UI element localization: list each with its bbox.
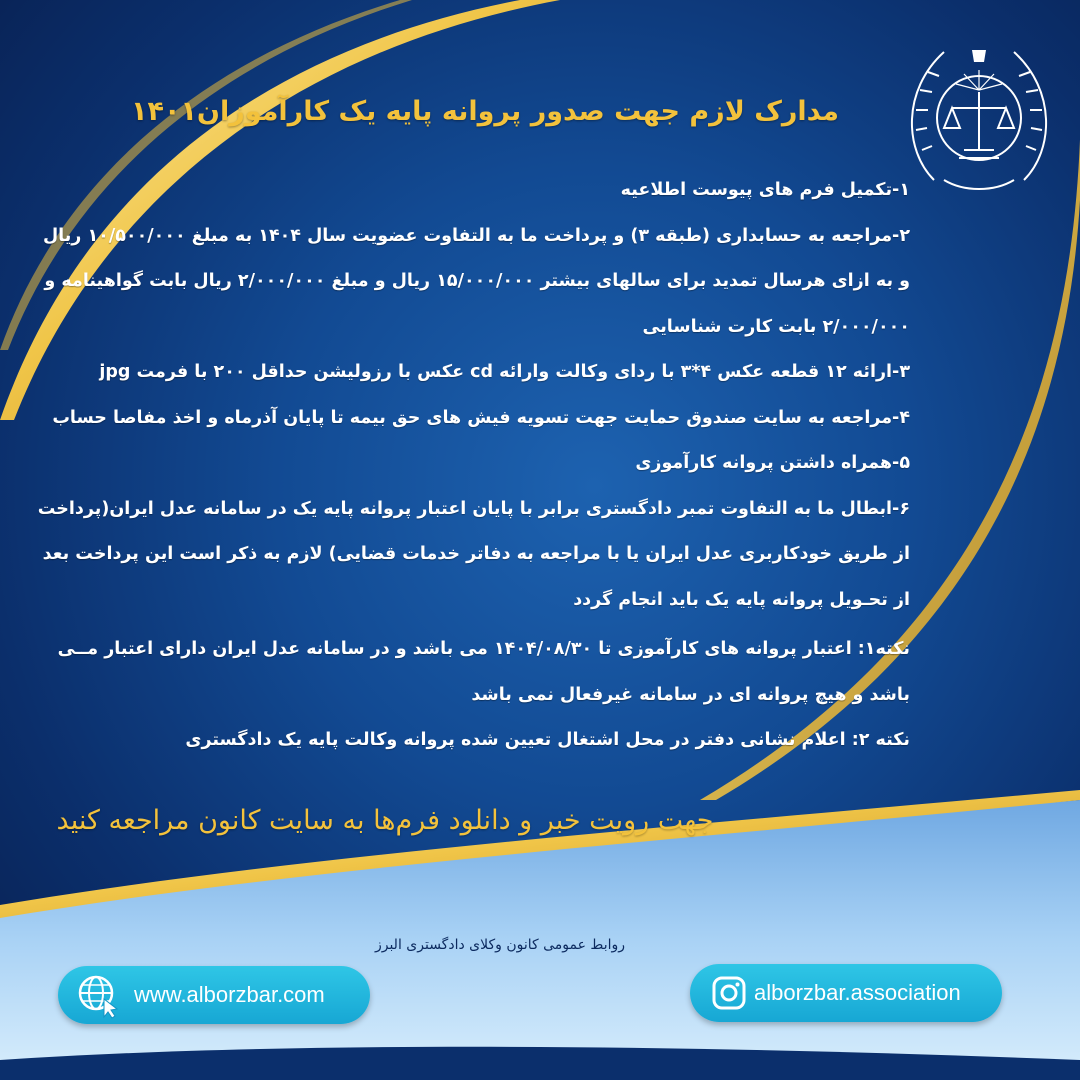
scales-of-justice-emblem [904,30,1054,200]
list-item: ۵-همراه داشتن پروانه کارآموزی [635,453,910,473]
website-url[interactable]: www.alborzbar.com [134,982,325,1007]
instagram-link[interactable] [690,964,1002,1022]
list-item: ۶-ابطال ما به التفاوت تمبر دادگستری برابر با پایان اعتبار پروانه پایه یک در سامانه عدل ایران(پرداخت از طریق خودکاربری عدل ایران یا با مراجعه به دفاتر خدمات قضایی) لازم به ذکر است این پرداخت بعد از تحـویل پروانه پایه یک باید انجام گردد [37,498,910,610]
instagram-icon [712,976,746,1010]
list-item: ۴-مراجعه به سایت صندوق حمایت جهت تسویه فیش های حق بیمه تا پایان آذرماه و اخذ مفاصا حساب [52,407,910,428]
requirements-list [30,168,910,764]
globe-cursor-icon [74,971,122,1019]
call-to-action: جهت رویت خبر و دانلود فرم‌ها به سایت کانون مراجعه کنید [56,805,714,836]
list-item: ۱-تکمیل فرم های پیوست اطلاعیه [620,180,910,200]
page-title: مدارک لازم جهت صدور پروانه پایه یک کارآموزان۱۴۰۱ [131,96,839,127]
footer-organization: روابط عمومی کانون وکلای دادگستری البرز [374,937,626,953]
list-item: ۲-مراجعه به حسابداری (طبقه ۳) و پرداخت ما به التفاوت عضویت سال ۱۴۰۴ به مبلغ ۱۰/۵۰۰/۰۰۰ ریال و به ازای هرسال تمدید برای سالهای بیشتر ۱۵/۰۰۰/۰۰۰ ریال و مبلغ ۲/۰۰۰/۰۰۰ ریال بابت گواهینامه و ۲/۰۰۰/۰۰۰ بابت کارت شناسایی [42,225,910,337]
instagram-handle[interactable]: alborzbar.association [754,980,961,1005]
website-link[interactable] [58,966,370,1024]
note-item: نکته ۲: اعلام نشانی دفتر در محل اشتغال تعیین شده پروانه وکالت پایه یک دادگستری [185,730,910,750]
list-item: ۳-ارائه ۱۲ قطعه عکس ۴*۳ با ردای وکالت وارائه cd عکس با رزولیشن حداقل ۲۰۰ با فرمت jpg [99,362,910,382]
note-item: نکته۱: اعتبار پروانه های کارآموزی تا ۱۴۰۴/۰۸/۳۰ می باشد و در سامانه عدل ایران دارای اعتبار مــی باشد و هیچ پروانه ای در سامانه غیرفعال نمی باشد [57,639,910,705]
